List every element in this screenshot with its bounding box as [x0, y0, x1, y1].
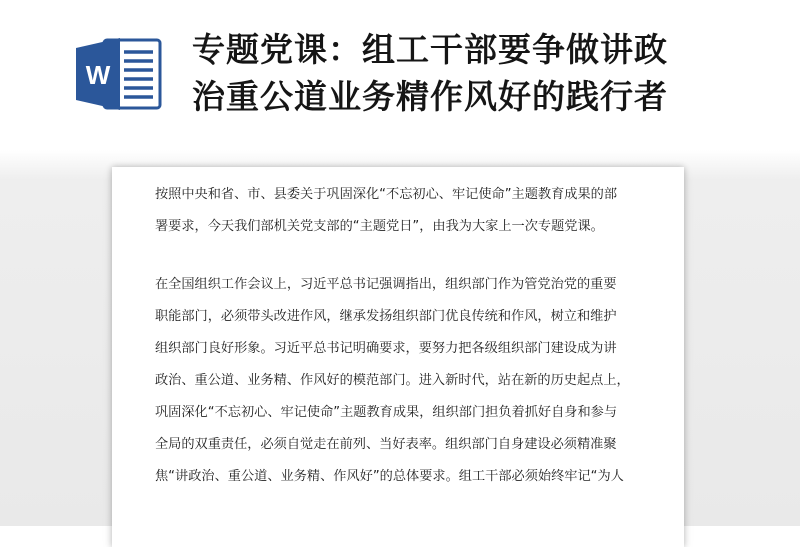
word-document-icon [74, 34, 164, 114]
text-line: 政治、重公道、业务精、作风好的模范部门。进入新时代，站在新的历史起点上， [155, 373, 630, 388]
text-line: 全局的双重责任，必须自觉走在前列、当好表率。组织部门自身建设必须精准聚 [155, 437, 617, 452]
word-logo-letter: W [85, 60, 111, 90]
text-line: 焦“讲政治、重公道、业务精、作风好”的总体要求。组工干部必须始终牢记“为人 [155, 469, 624, 484]
text-line: 按照中央和省、市、县委关于巩固深化“不忘初心、牢记使命”主题教育成果的部 [155, 187, 618, 202]
text-line: 组织部门良好形象。习近平总书记明确要求，要努力把各级组织部门建设成为讲 [155, 341, 617, 356]
title-line-2: 治重公道业务精作风好的践行者 [192, 77, 668, 116]
text-line: 署要求，今天我们部机关党支部的“主题党日”，由我为大家上一次专题党课。 [155, 219, 604, 234]
paragraph-1 [155, 179, 651, 243]
text-line: 在全国组织工作会议上，习近平总书记强调指出，组织部门作为管党治党的重要 [155, 277, 617, 292]
header [0, 0, 800, 150]
paragraph-2 [155, 269, 651, 493]
text-line: 职能部门，必须带头改进作风，继承发扬组织部门优良传统和作风，树立和维护 [155, 309, 617, 324]
text-line: 巩固深化“不忘初心、牢记使命”主题教育成果，组织部门担负着抓好自身和参与 [155, 405, 618, 420]
document-page [112, 167, 684, 547]
title-line-1: 专题党课：组工干部要争做讲政 [192, 30, 668, 69]
page-title [192, 26, 792, 120]
